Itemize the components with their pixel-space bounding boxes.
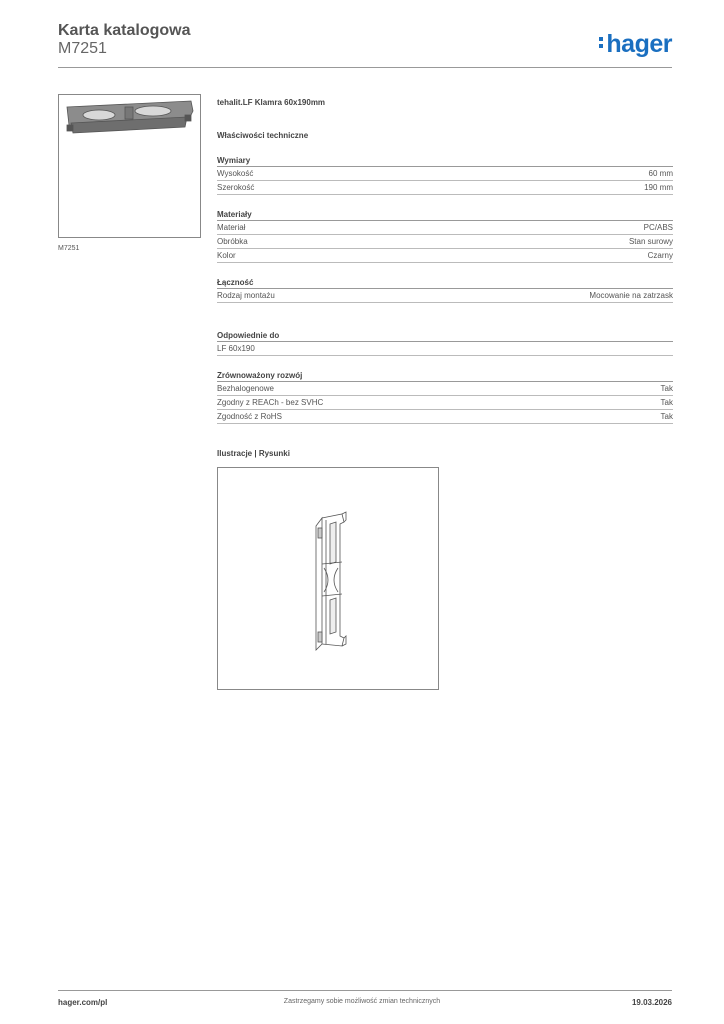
logo-text: hager <box>606 30 672 58</box>
clamp-thumbnail-icon <box>59 95 200 237</box>
spec-label: Zgodność z RoHS <box>217 412 282 421</box>
footer-website-link[interactable]: hager.com/pl <box>58 998 108 1007</box>
spec-label: Wysokość <box>217 169 254 178</box>
group-title: Łączność <box>217 276 673 289</box>
spec-row <box>217 181 673 195</box>
spec-row <box>217 342 673 356</box>
spec-value: 190 mm <box>644 183 673 192</box>
spec-value: PC/ABS <box>643 223 673 232</box>
group-title: Wymiary <box>217 154 673 167</box>
spec-row <box>217 167 673 181</box>
group-title: Odpowiednie do <box>217 329 673 342</box>
spec-row <box>217 410 673 424</box>
product-code: M7251 <box>58 40 107 57</box>
spec-label: Bezhalogenowe <box>217 384 274 393</box>
product-name: tehalit.LF Klamra 60x190mm <box>217 98 326 107</box>
spec-value: Tak <box>660 398 673 407</box>
header-divider <box>58 67 672 68</box>
spec-label: LF 60x190 <box>217 344 255 353</box>
group-title: Zrównoważony rozwój <box>217 369 673 382</box>
footer-divider <box>58 990 672 991</box>
technical-drawing <box>217 467 439 690</box>
illustrations-title: Ilustracje | Rysunki <box>217 449 290 458</box>
group-materials <box>217 208 673 263</box>
group-connectivity <box>217 276 673 303</box>
hager-logo[interactable] <box>599 30 672 59</box>
spec-value: Tak <box>660 384 673 393</box>
spec-row <box>217 289 673 303</box>
clamp-drawing-icon <box>218 468 438 689</box>
spec-row <box>217 382 673 396</box>
product-thumbnail <box>58 94 201 238</box>
footer-date: 19.03.2026 <box>631 998 672 1007</box>
group-suitable-for <box>217 329 673 356</box>
spec-label: Szerokość <box>217 183 255 192</box>
spec-value: Tak <box>660 412 673 421</box>
spec-row <box>217 249 673 263</box>
thumbnail-caption: M7251 <box>58 245 80 252</box>
spec-row <box>217 221 673 235</box>
section-title: Właściwości techniczne <box>217 131 309 140</box>
spec-label: Obróbka <box>217 237 248 246</box>
spec-value: Mocowanie na zatrzask <box>589 291 673 300</box>
spec-row <box>217 235 673 249</box>
logo-dots-icon <box>599 37 604 51</box>
spec-value: Stan surowy <box>628 237 673 246</box>
group-title: Materiały <box>217 208 673 221</box>
group-dimensions <box>217 154 673 195</box>
spec-label: Kolor <box>217 251 236 260</box>
spec-label: Zgodny z REACh - bez SVHC <box>217 398 324 407</box>
group-sustainability <box>217 369 673 424</box>
spec-label: Materiał <box>217 223 246 232</box>
spec-value: 60 mm <box>648 169 673 178</box>
footer-disclaimer: Zastrzegamy sobie możliwość zmian technicznych <box>283 998 441 1005</box>
page-title: Karta katalogowa <box>58 22 191 39</box>
spec-label: Rodzaj montażu <box>217 291 275 300</box>
spec-value: Czarny <box>647 251 673 260</box>
spec-row <box>217 396 673 410</box>
